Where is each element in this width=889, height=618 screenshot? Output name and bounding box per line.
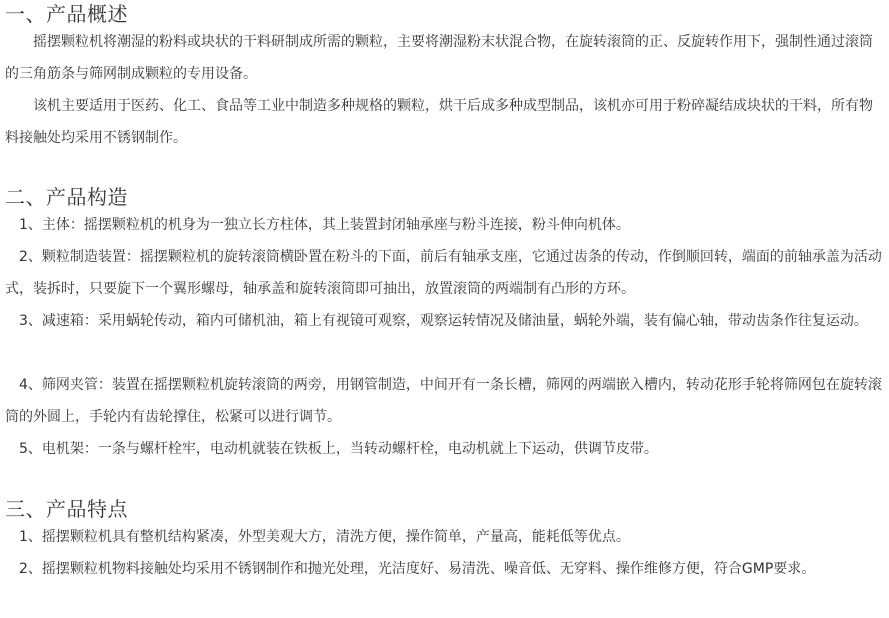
paragraph-structure-2: 2、颗粒制造装置：摇摆颗粒机的旋转滚筒横卧置在粉斗的下面，前后有轴承支座，它通过齿条的传动，作倒顺回转，端面的前轴承盖为活动式，装拆时，只要旋下一个翼形螺母，轴承盖和旋转滚筒即可抽出，放置滚筒的两端制有凸形的方环。	[5, 249, 882, 297]
section-title-overview: 一、产品概述	[5, 2, 128, 26]
paragraph-structure-4: 4、筛网夹管：装置在摇摆颗粒机旋转滚筒的两旁，用钢管制造，中间开有一条长槽，筛网的两端嵌入槽内，转动花形手轮将筛网包在旋转滚筒的外圆上，手轮内有齿轮撑住，松紧可以进行调节。	[5, 377, 882, 425]
paragraph-features-1: 1、摇摆颗粒机具有整机结构紧凑，外型美观大方，清洗方便，操作简单，产量高，能耗低等优点。	[5, 529, 630, 545]
section-title-structure: 二、产品构造	[5, 185, 128, 209]
paragraph-overview-2: 该机主要适用于医药、化工、食品等工业中制造多种规格的颗粒，烘干后成多种成型制品，该机亦可用于粉碎凝结成块状的干料，所有物料接触处均采用不锈钢制作。	[5, 98, 873, 146]
section-title-features: 三、产品特点	[5, 497, 128, 521]
paragraph-structure-5: 5、电机架：一条与螺杆栓牢，电动机就装在铁板上，当转动螺杆栓，电动机就上下运动，供调节皮带。	[5, 441, 658, 457]
paragraph-overview-1: 摇摆颗粒机将潮湿的粉料或块状的干料研制成所需的颗粒，主要将潮湿粉末状混合物，在旋转滚筒的正、反旋转作用下，强制性通过滚筒的三角筋条与筛网制成颗粒的专用设备。	[5, 34, 873, 82]
paragraph-features-2: 2、摇摆颗粒机物料接触处均采用不锈钢制作和抛光处理，光洁度好、易清洗、噪音低、无穿料、操作维修方便，符合GMP要求。	[5, 561, 816, 577]
paragraph-structure-1: 1、主体：摇摆颗粒机的机身为一独立长方柱体，其上装置封闭轴承座与粉斗连接，粉斗伸向机体。	[5, 217, 630, 233]
paragraph-structure-3: 3、减速箱：采用蜗轮传动，箱内可储机油，箱上有视镜可观察，观察运转情况及储油量，蜗轮外端，装有偏心轴，带动齿条作往复运动。	[5, 313, 868, 329]
